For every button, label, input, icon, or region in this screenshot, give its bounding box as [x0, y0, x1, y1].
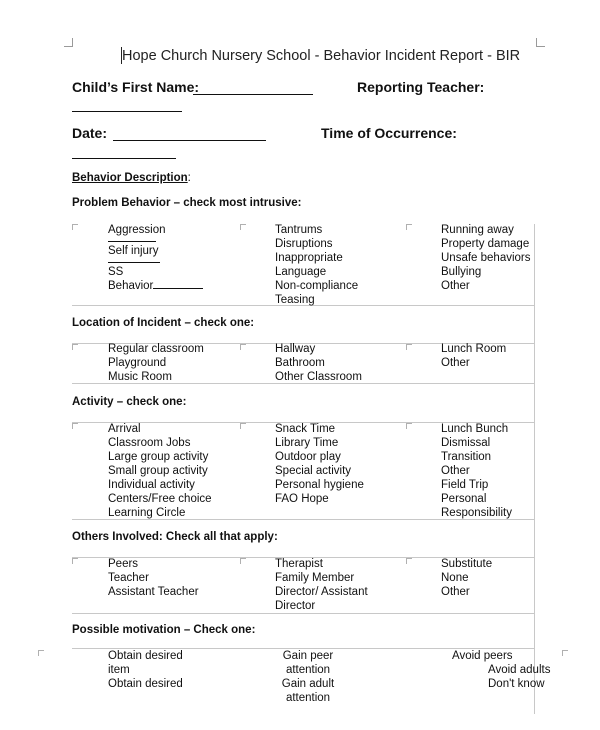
- checkbox-option[interactable]: Gain adult attention: [281, 678, 335, 704]
- checkbox-option[interactable]: Substitute: [441, 558, 493, 570]
- motivation-col2: [262, 649, 354, 705]
- checkbox-option[interactable]: Assistant Teacher: [108, 586, 199, 598]
- checkbox-option[interactable]: Playground: [108, 357, 167, 369]
- table-right-border: [534, 224, 535, 714]
- checkbox-option[interactable]: Running away: [441, 224, 514, 236]
- checkbox-option[interactable]: Non-compliance: [275, 280, 359, 292]
- blank-line[interactable]: [153, 288, 203, 289]
- checkbox-option[interactable]: Avoid peers: [452, 650, 513, 662]
- problem-behavior-label: Problem Behavior – check most intrusive:: [72, 197, 302, 209]
- activity-col3: [441, 422, 512, 520]
- activity-col1: [108, 422, 212, 520]
- checkbox-option[interactable]: FAO Hope: [275, 493, 329, 505]
- cell-tick: [406, 558, 412, 564]
- behavior-description-colon: :: [187, 172, 191, 184]
- location-col1: [108, 342, 204, 384]
- date-label: Date:: [72, 125, 108, 141]
- checkbox-option[interactable]: Language: [275, 266, 327, 278]
- checkbox-option[interactable]: Learning Circle: [108, 507, 186, 519]
- checkbox-option[interactable]: Family Member: [275, 572, 355, 584]
- cell-tick: [72, 423, 78, 429]
- cell-tick: [240, 224, 246, 230]
- location-label: Location of Incident – check one:: [72, 317, 255, 329]
- checkbox-option[interactable]: Avoid adults: [488, 664, 551, 676]
- reporting-teacher-line[interactable]: [72, 111, 182, 112]
- checkbox-option[interactable]: Dismissal: [441, 437, 491, 449]
- checkbox-option[interactable]: SS: [108, 266, 124, 278]
- others-col3: [441, 557, 492, 599]
- checkbox-option[interactable]: Lunch Bunch: [441, 423, 509, 435]
- checkbox-option[interactable]: Other: [441, 357, 470, 369]
- blank-line[interactable]: [108, 258, 160, 263]
- checkbox-option[interactable]: Gain peer: [282, 650, 334, 662]
- problem-behavior-col1: [108, 223, 203, 293]
- checkbox-option[interactable]: Hallway: [275, 343, 316, 355]
- checkbox-option[interactable]: Lunch Room: [441, 343, 507, 355]
- checkbox-option[interactable]: Small group activity: [108, 465, 208, 477]
- checkbox-option[interactable]: Director: [275, 600, 316, 612]
- checkbox-option[interactable]: Personal: [441, 493, 487, 505]
- motivation-col1: [108, 649, 183, 691]
- checkbox-option[interactable]: Obtain desired: [108, 678, 183, 690]
- cell-tick: [562, 650, 568, 656]
- cell-tick: [240, 423, 246, 429]
- checkbox-option[interactable]: Teacher: [108, 572, 149, 584]
- checkbox-option[interactable]: Behavior: [108, 280, 154, 292]
- checkbox-option[interactable]: Responsibility: [441, 507, 512, 519]
- date-line[interactable]: [113, 140, 266, 141]
- row-divider-7: [72, 613, 534, 614]
- checkbox-option[interactable]: Library Time: [275, 437, 339, 449]
- checkbox-option[interactable]: Outdoor play: [275, 451, 341, 463]
- motivation-col3a: [452, 649, 513, 663]
- checkbox-option[interactable]: Individual activity: [108, 479, 195, 491]
- cell-tick: [38, 650, 44, 656]
- activity-col2: [275, 422, 364, 506]
- page-corner-top-left: [64, 38, 73, 47]
- others-col2: [275, 557, 368, 613]
- motivation-col3b: [488, 663, 550, 691]
- checkbox-option[interactable]: Don't know: [488, 678, 545, 690]
- child-first-name-line[interactable]: [193, 94, 313, 95]
- checkbox-option[interactable]: Therapist: [275, 558, 323, 570]
- document-title: Hope Church Nursery School - Behavior Incident Report - BIR: [122, 48, 521, 64]
- checkbox-option[interactable]: None: [441, 572, 469, 584]
- cell-tick: [240, 344, 246, 350]
- checkbox-option[interactable]: Teasing: [275, 294, 315, 306]
- motivation-label: Possible motivation – Check one:: [72, 624, 256, 636]
- location-col2: [275, 342, 362, 384]
- checkbox-option[interactable]: Peers: [108, 558, 139, 570]
- checkbox-option-continued: item: [108, 664, 130, 676]
- checkbox-option[interactable]: Large group activity: [108, 451, 209, 463]
- checkbox-option[interactable]: Personal hygiene: [275, 479, 364, 491]
- checkbox-option[interactable]: Obtain desired: [108, 650, 183, 662]
- checkbox-option[interactable]: Bathroom: [275, 357, 325, 369]
- time-of-occurrence-line[interactable]: [72, 158, 176, 159]
- location-col3: [441, 342, 506, 370]
- cell-tick: [72, 558, 78, 564]
- reporting-teacher-label: Reporting Teacher:: [357, 79, 485, 95]
- checkbox-option[interactable]: Regular classroom: [108, 343, 204, 355]
- checkbox-option[interactable]: Unsafe behaviors: [441, 252, 531, 264]
- page-corner-top-right: [536, 38, 545, 47]
- checkbox-option[interactable]: Field Trip: [441, 479, 489, 491]
- cell-tick: [72, 344, 78, 350]
- blank-line[interactable]: [108, 237, 156, 242]
- checkbox-option[interactable]: Disruptions: [275, 238, 333, 250]
- others-col1: [108, 557, 199, 599]
- child-first-name-label: Child’s First Name:: [72, 79, 200, 95]
- checkbox-option[interactable]: Arrival: [108, 423, 141, 435]
- cell-tick: [406, 224, 412, 230]
- checkbox-option[interactable]: Bullying: [441, 266, 482, 278]
- checkbox-option[interactable]: Property damage: [441, 238, 530, 250]
- checkbox-option[interactable]: Classroom Jobs: [108, 437, 191, 449]
- checkbox-option[interactable]: Self injury: [108, 245, 159, 257]
- cell-tick: [240, 558, 246, 564]
- activity-label: Activity – check one:: [72, 396, 187, 408]
- checkbox-option[interactable]: Music Room: [108, 371, 172, 383]
- checkbox-option[interactable]: Inappropriate: [275, 252, 343, 264]
- checkbox-option[interactable]: Aggression: [108, 224, 166, 236]
- checkbox-option[interactable]: Other: [441, 465, 470, 477]
- checkbox-option[interactable]: Other: [441, 280, 470, 292]
- behavior-description-heading: [72, 172, 191, 184]
- checkbox-option[interactable]: Other: [441, 586, 470, 598]
- checkbox-option-continued: attention: [285, 664, 331, 676]
- checkbox-option[interactable]: Transition: [441, 451, 492, 463]
- checkbox-option[interactable]: Director/ Assistant: [275, 586, 368, 598]
- cell-tick: [72, 224, 78, 230]
- checkbox-option[interactable]: Other Classroom: [275, 371, 362, 383]
- time-of-occurrence-label: Time of Occurrence:: [321, 125, 457, 141]
- problem-behavior-col2: [275, 223, 358, 307]
- cell-tick: [406, 344, 412, 350]
- checkbox-option[interactable]: Centers/Free choice: [108, 493, 212, 505]
- cell-tick: [406, 423, 412, 429]
- behavior-description-text: Behavior Description: [72, 172, 188, 184]
- checkbox-option[interactable]: Tantrums: [275, 224, 323, 236]
- checkbox-option[interactable]: Special activity: [275, 465, 352, 477]
- problem-behavior-col3: [441, 223, 531, 293]
- others-involved-label: Others Involved: Check all that apply:: [72, 531, 278, 543]
- checkbox-option[interactable]: Snack Time: [275, 423, 336, 435]
